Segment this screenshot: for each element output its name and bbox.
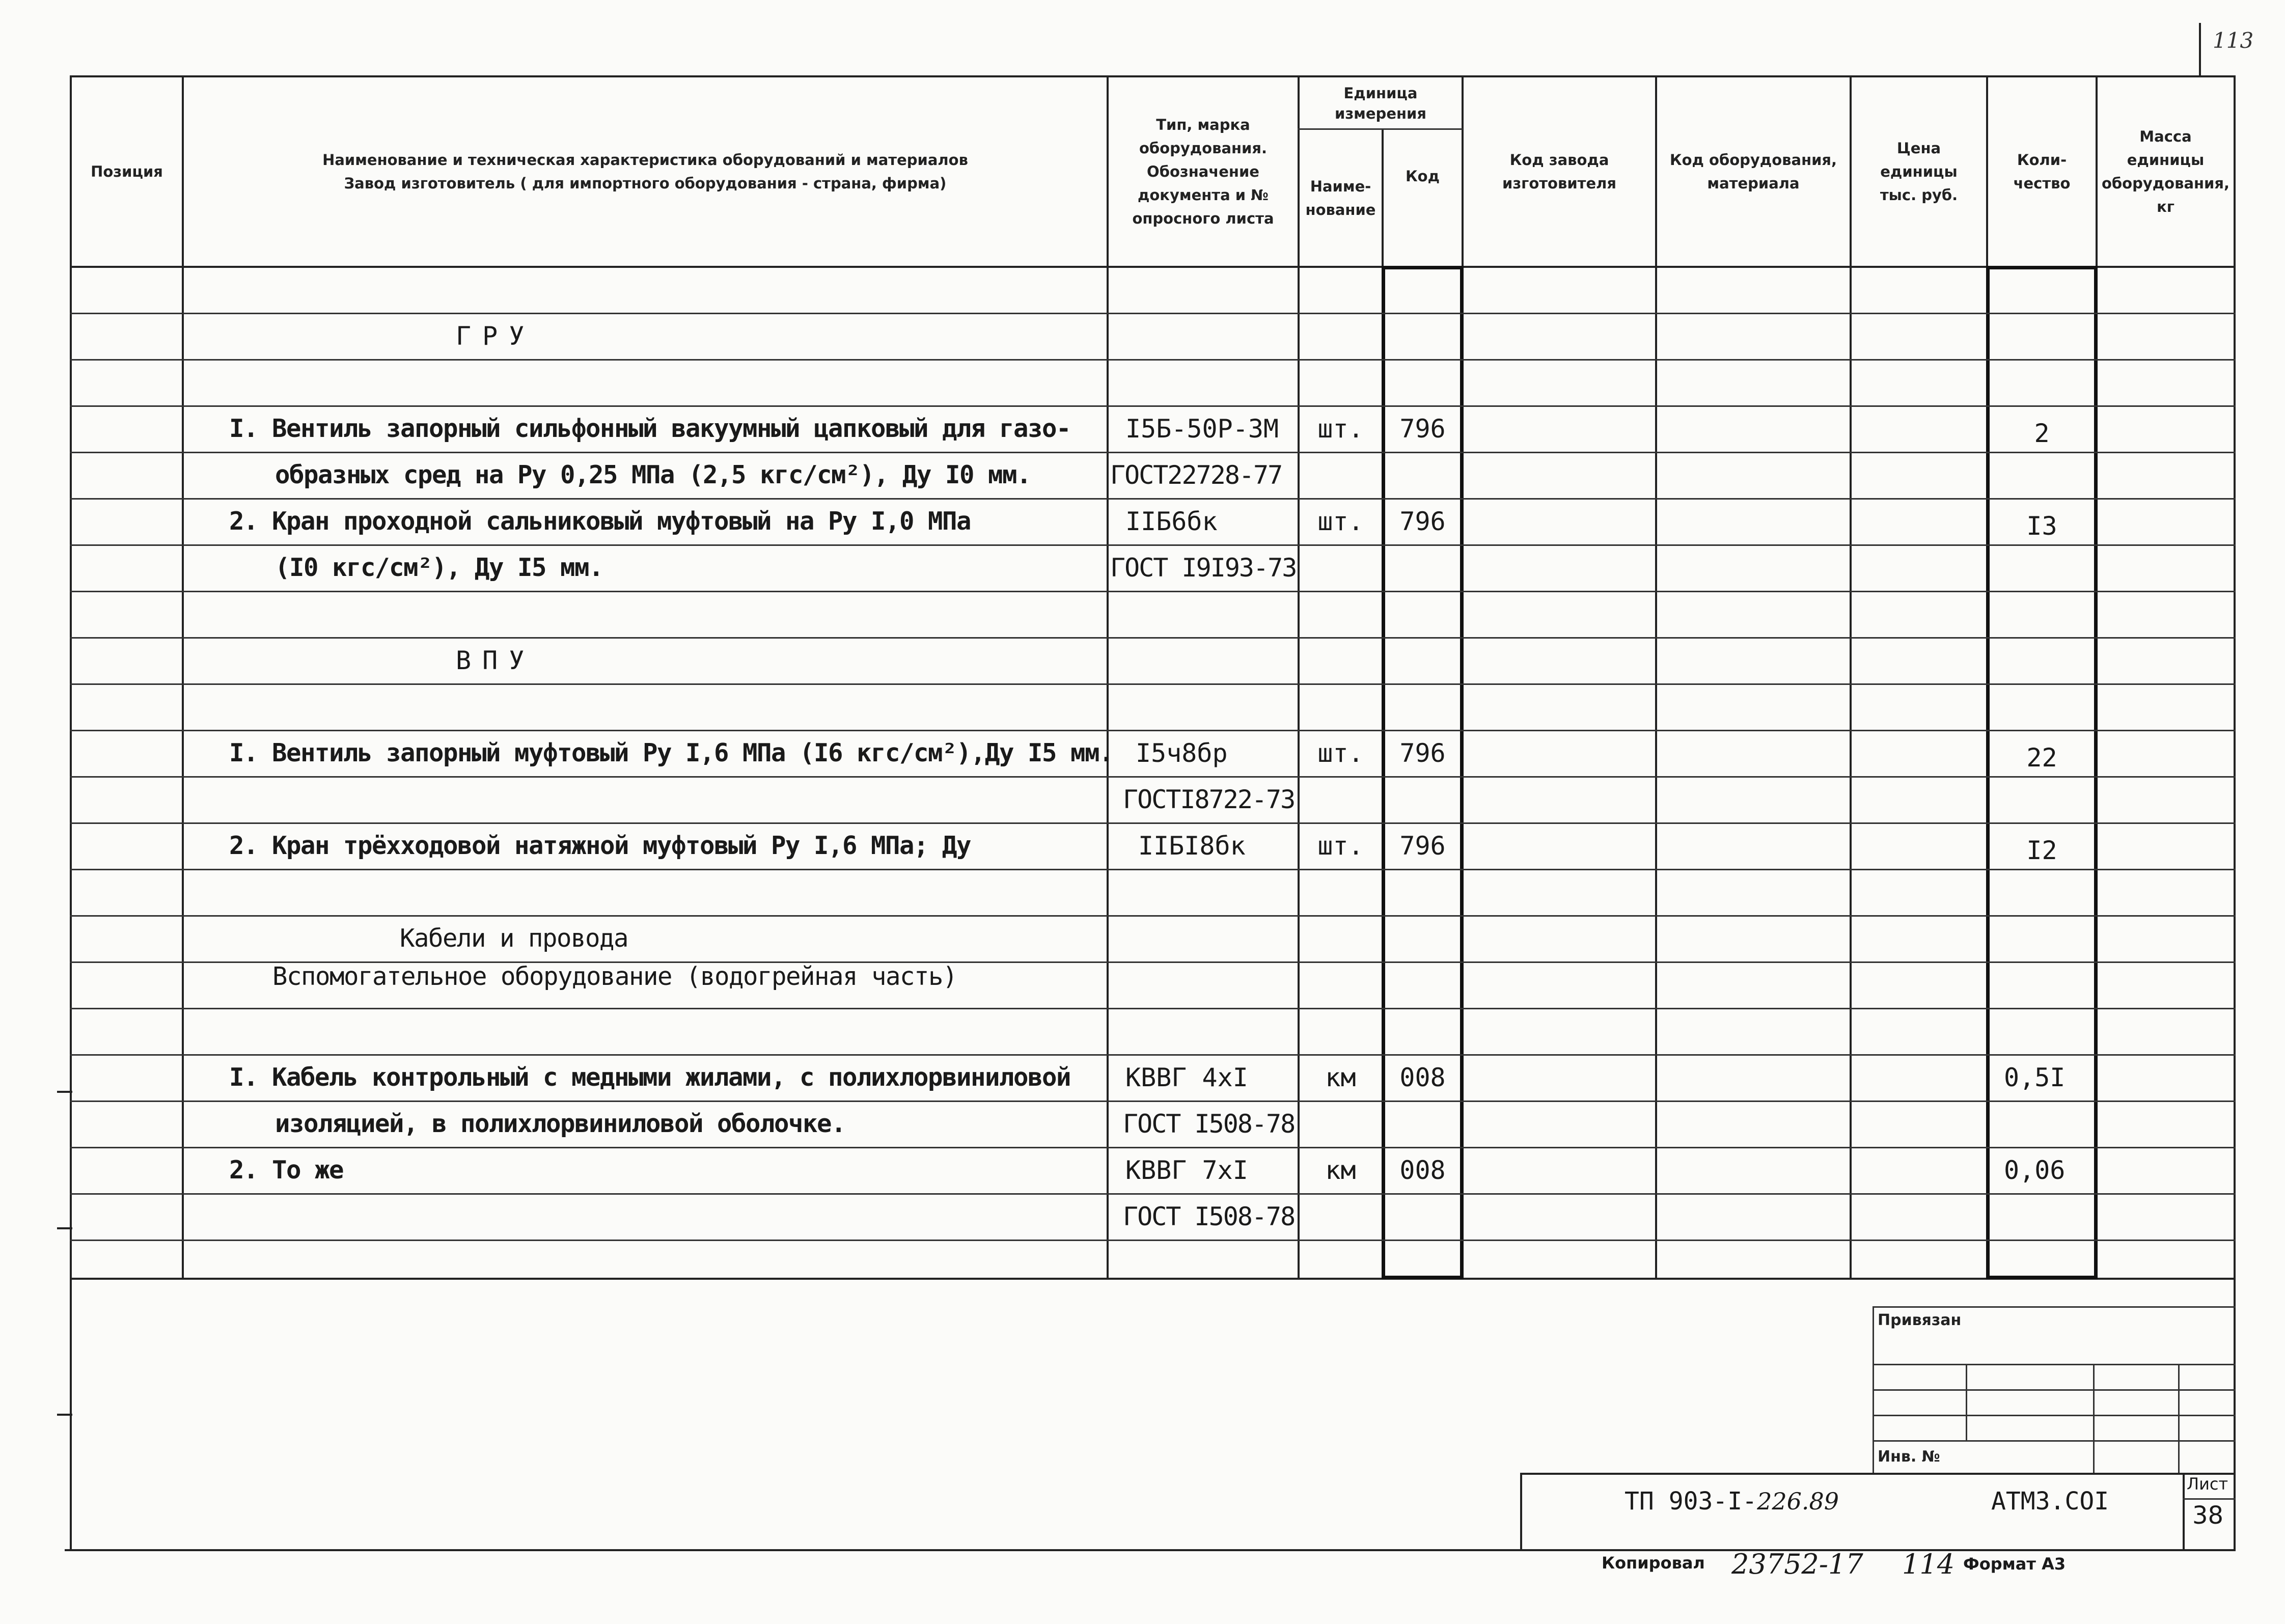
stamp-inventory-label: Инв. №	[1878, 1448, 1940, 1466]
row-line	[70, 1240, 2236, 1241]
item-unit-name: шт.	[1317, 414, 1364, 444]
footer-format-label: Формат А3	[1963, 1554, 2066, 1574]
item-description: I. Кабель контрольный с медными жилами, с полихлорвиниловой	[229, 1063, 1071, 1092]
section-title-cables: Кабели и провода	[400, 924, 628, 953]
item-description: изоляцией, в полихлорвиниловой оболочке.	[275, 1109, 846, 1138]
binding-mark	[57, 1091, 72, 1093]
header-equipment-code: Код оборудования, материала	[1669, 151, 1837, 192]
header-bottom-border	[70, 266, 2236, 268]
item-standard: ГОСТI8722-73	[1123, 784, 1295, 814]
document-code-handwritten: 226.89	[1757, 1488, 1839, 1515]
header-name: Наименование и техническая характеристика оборудований и материалов Завод изготовитель ( для импортного оборудования - страна, фирма)	[322, 151, 968, 192]
item-unit-code: 008	[1399, 1062, 1446, 1092]
header-price: Цена единицы тыс. руб.	[1880, 140, 1958, 204]
item-type: I5ч8бр	[1136, 738, 1228, 768]
binding-mark	[57, 1227, 72, 1229]
header-unit-code: Код	[1405, 168, 1440, 185]
item-description: (I0 кгс/см²), Ду I5 мм.	[275, 553, 603, 582]
item-quantity: 22	[2026, 742, 2057, 773]
header-plant-code: Код завода изготовителя	[1502, 151, 1616, 192]
stamp-line	[1873, 1440, 2236, 1442]
item-type: КВВГ 7хI	[1125, 1155, 1248, 1185]
item-unit-code: 796	[1399, 738, 1446, 768]
item-quantity: 0,06	[2004, 1155, 2066, 1185]
row-line	[70, 683, 2236, 685]
item-description: I. Вентиль запорный сильфонный вакуумный цапковый для газо-	[229, 414, 1071, 443]
header-quantity: Коли- чество	[2013, 151, 2071, 192]
table-bottom-border	[70, 1278, 2236, 1280]
title-block-sheet-divider	[2183, 1473, 2185, 1551]
stamp-line	[1873, 1389, 2236, 1391]
row-line	[70, 359, 2236, 361]
item-type: I5Б-50Р-3М	[1125, 414, 1279, 444]
item-description: I. Вентиль запорный муфтовый Ру I,6 МПа (I6 кгс/см²),Ду I5 мм.	[229, 738, 1114, 767]
header-mass: Масса единицы оборудования, кг	[2101, 128, 2230, 215]
stamp-attached-label: Привязан	[1878, 1311, 1962, 1329]
row-line	[70, 313, 2236, 314]
section-subtitle-auxiliary: Вспомогательное оборудование (водогрейная часть)	[272, 962, 957, 991]
header-type: Тип, марка оборудования. Обозначение документа и № опросного листа	[1132, 116, 1274, 227]
item-unit-code: 796	[1399, 506, 1446, 536]
item-type: IIБI8бк	[1138, 831, 1246, 861]
sheet-label: Лист	[2187, 1474, 2228, 1494]
item-quantity: 2	[2034, 418, 2050, 448]
item-unit-name: км	[1325, 1062, 1356, 1092]
footer-copy-number: 23752-17	[1731, 1548, 1863, 1580]
row-line	[70, 637, 2236, 639]
header-position: Позиция	[91, 163, 163, 180]
item-quantity: 0,5I	[2004, 1062, 2066, 1092]
section-title-vpu: ВПУ	[456, 645, 536, 675]
stamp-line	[1873, 1306, 2236, 1308]
stamp-line	[2093, 1364, 2095, 1474]
item-type: IIБ6бк	[1125, 506, 1218, 536]
item-type: КВВГ 4хI	[1125, 1062, 1248, 1092]
item-unit-name: шт.	[1317, 506, 1364, 536]
album-code: АТМЗ.СОI	[1991, 1487, 2109, 1516]
footer-copied-label: Копировал	[1602, 1553, 1705, 1573]
document-code-printed: ТП 903-I-	[1625, 1487, 1757, 1516]
item-quantity: I2	[2026, 835, 2057, 865]
item-unit-code: 008	[1399, 1155, 1446, 1185]
stamp-line	[2178, 1364, 2180, 1474]
row-line	[70, 1008, 2236, 1009]
row-line	[70, 869, 2236, 870]
item-standard: ГОСТ I9I93-73	[1110, 553, 1297, 583]
row-line	[70, 591, 2236, 592]
item-quantity: I3	[2026, 511, 2057, 541]
item-unit-name: км	[1325, 1155, 1356, 1185]
footer-page-number: 114	[1902, 1548, 1955, 1580]
item-description: образных сред на Ру 0,25 МПа (2,5 кгс/см²), Ду I0 мм.	[275, 460, 1031, 489]
corner-mark	[2199, 23, 2201, 76]
attachment-stamp	[1873, 1306, 2236, 1474]
stamp-line	[1873, 1415, 2236, 1416]
title-block-top	[1520, 1473, 2236, 1475]
item-unit-code: 796	[1399, 414, 1446, 444]
frame-left-border	[70, 75, 72, 1551]
binding-mark	[57, 1414, 72, 1416]
stamp-line	[1873, 1364, 2236, 1365]
item-unit-name: шт.	[1317, 831, 1364, 861]
item-description: 2. Кран проходной сальниковый муфтовый на Ру I,0 МПа	[229, 507, 971, 536]
header-unit: Единица измерения	[1335, 85, 1426, 122]
item-standard: ГОСТ22728-77	[1110, 460, 1282, 490]
item-standard: ГОСТ I508-78	[1123, 1201, 1295, 1231]
stamp-line	[1966, 1364, 1967, 1440]
section-title-gru: ГРУ	[456, 321, 536, 351]
unit-header-divider	[1298, 128, 1463, 130]
title-block-left	[1520, 1473, 1522, 1551]
document-code	[1625, 1487, 1839, 1516]
item-description: 2. Кран трёхходовой натяжной муфтовый Ру I,6 МПа; Ду	[229, 831, 971, 860]
sheet-number: 38	[2192, 1501, 2224, 1530]
item-standard: ГОСТ I508-78	[1123, 1109, 1295, 1139]
header-unit-name: Наиме- нование	[1305, 178, 1376, 218]
row-line	[70, 915, 2236, 917]
corner-page-number: 113	[2213, 28, 2254, 53]
item-unit-code: 796	[1399, 831, 1446, 861]
item-description: 2. То же	[229, 1155, 344, 1185]
title-block-sheet-line	[2183, 1498, 2236, 1500]
item-unit-name: шт.	[1317, 738, 1364, 768]
